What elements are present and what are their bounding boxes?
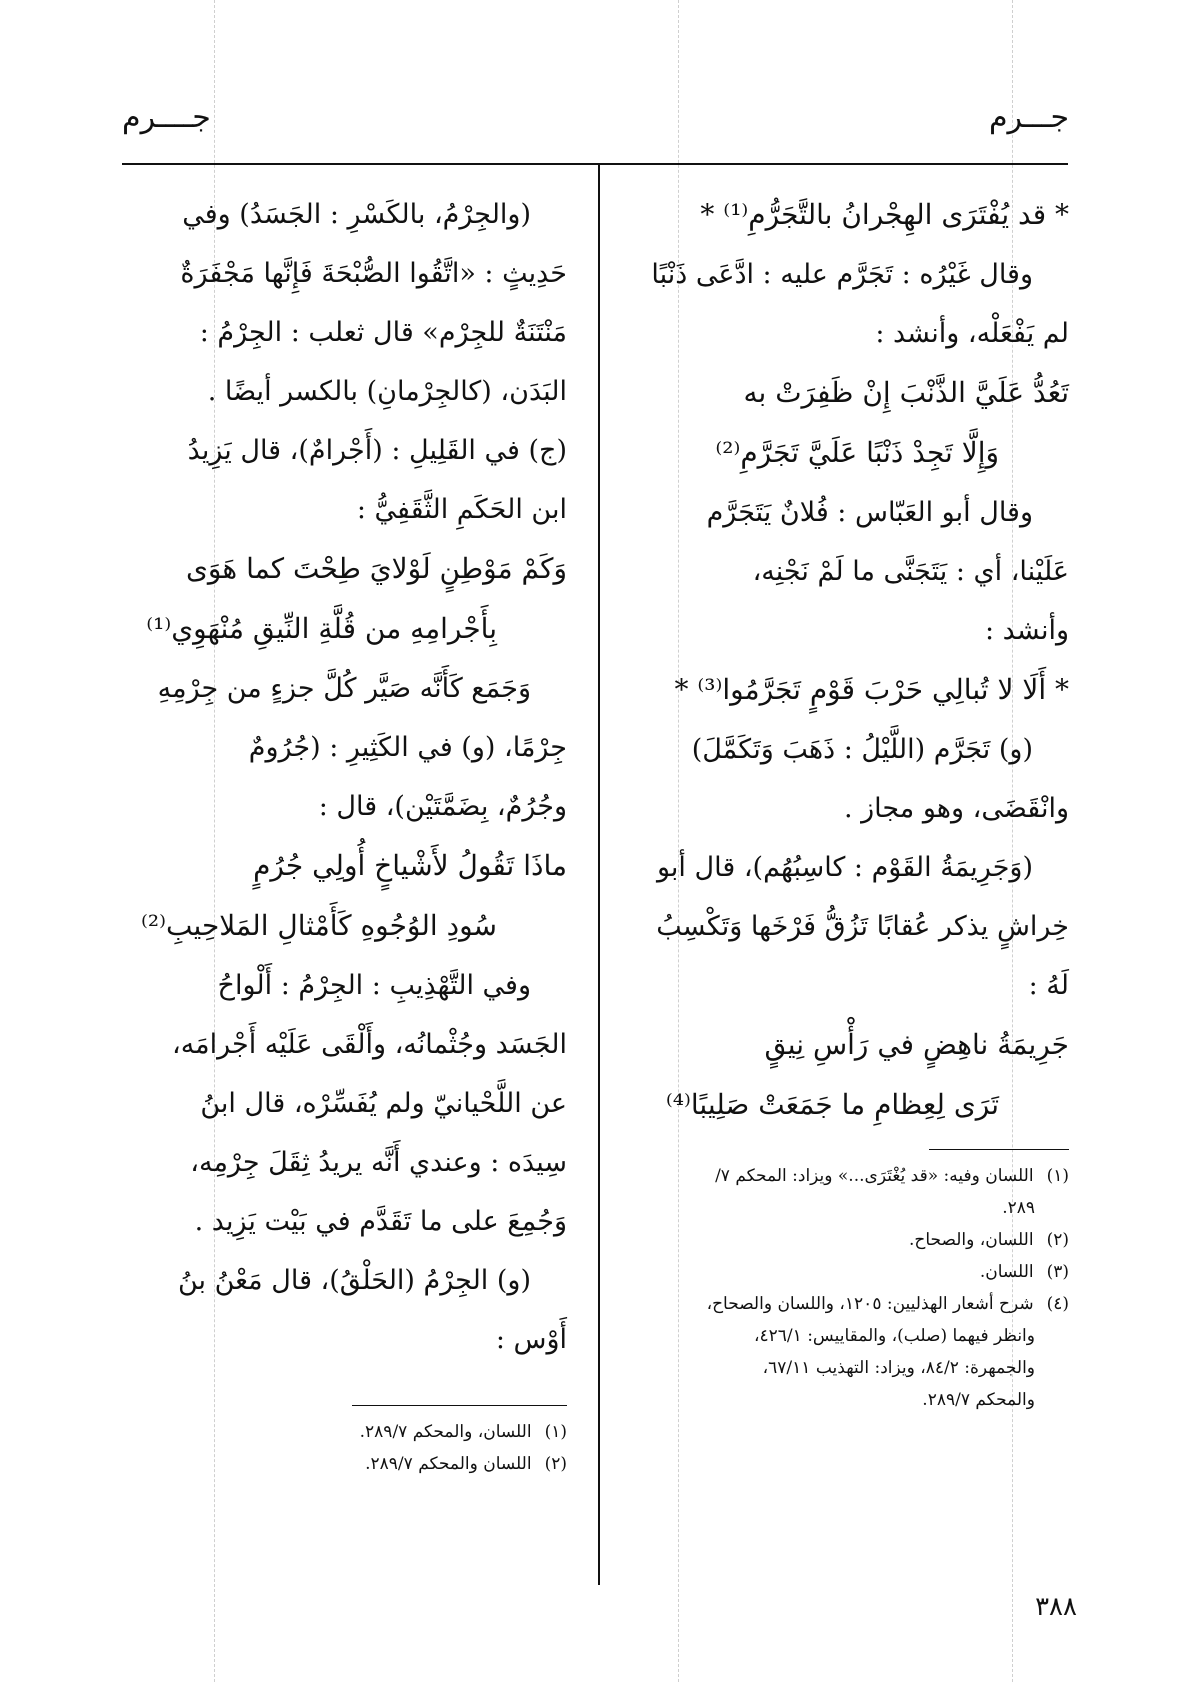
text-line: جِرْمًا، (و) في الكَثِيرِ : (جُرُومٌ [248, 732, 567, 763]
footnote: (١) اللسان وفيه: «قد يُغْتَرَى...» ويزاد: المحكم ٧/ [715, 1166, 1069, 1186]
running-head-right: جـــرم [988, 100, 1069, 135]
right-footnotes [629, 1160, 1069, 1416]
text-line: وفي التَّهْذِيبِ : الجِرْمُ : أَلْواحُ [217, 970, 531, 1001]
verse-line: وَكَمْ مَوْطِنٍ لَوْلايَ طِحْتَ كما هَوَى [186, 552, 567, 585]
column-divider [598, 165, 600, 1585]
text-line: مَنْتَنَةٌ للجِرْم» قال ثعلب : الجِرْمُ : [199, 317, 567, 348]
text-line: لم يَفْعَلْه، وأنشد : [875, 318, 1069, 349]
footnote-rule [352, 1405, 567, 1406]
text-line: خِراشٍ يذكر عُقابًا تَزُقُّ فَرْخَها وَتَكْسِبُ [656, 911, 1069, 942]
page-number: ٣٨٨ [1035, 1592, 1077, 1622]
text-line: عن اللَّحْيانيّ ولم يُفَسِّرْه، قال ابنُ [200, 1088, 567, 1119]
text-line: وقال أبو العَبّاس : فُلانٌ يَتَجَرَّم [706, 497, 1033, 528]
footnote-continuation: وانظر فيهما (صلب)، والمقاييس: ٤٢٦/١، [754, 1326, 1035, 1346]
verse-line: * قد يُفْتَرَى الهِجْرانُ بالتَّجَرُّمِ⁽¹⁾ * [700, 198, 1069, 231]
verse-line: ماذَا تَقُولُ لأَشْياخٍ أُولِي جُرُمٍ [253, 849, 567, 882]
verse-line: جَرِيمَةُ ناهِضٍ في رَأْسِ نِيقٍ [764, 1028, 1069, 1061]
text-line: لَهُ : [1028, 970, 1069, 1001]
text-line: سِيدَه : وعندي أَنَّه يريدُ ثِقَلَ جِرْمِه، [190, 1147, 567, 1178]
right-column [629, 185, 1069, 1416]
right-column-text [629, 185, 1069, 1135]
footnote-continuation: ٢٨٩. [1002, 1198, 1035, 1218]
text-line: (وَجَرِيمَةُ القَوْم : كاسِبُهُم)، قال أبو [656, 852, 1033, 883]
text-line: البَدَن، (كالجِرْمانِ) بالكسر أيضًا . [207, 376, 567, 407]
verse-line: سُودِ الوُجُوهِ كَأَمْثالِ المَلاحِيبِ⁽²⁾ [141, 909, 497, 942]
footnote: (٤) شرح أشعار الهذليين: ١٢٠٥، واللسان والصحاح، [706, 1294, 1069, 1314]
left-column [122, 185, 567, 1480]
footnote-continuation: والجمهرة: ٨٤/٢، ويزاد: التهذيب ٦٧/١١، [762, 1358, 1035, 1378]
text-line: حَدِيثٍ : «اتَّقُوا الصُّبْحَةَ فَإِنَّها مَجْفَرَةٌ [180, 258, 567, 289]
footnote: (٣) اللسان. [979, 1262, 1069, 1282]
footnote-continuation: والمحكم ٢٨٩/٧. [922, 1390, 1035, 1410]
text-line: ابن الحَكَمِ الثَّقَفِيُّ : [356, 494, 567, 525]
text-line: (و) تَجَرَّم (اللَّيْلُ : ذَهَبَ وَتَكَمَّلَ) [691, 734, 1033, 765]
left-column-text [122, 185, 567, 1369]
verse-line: تَعُدُّ عَلَيَّ الذَّنْبَ إِنْ ظَفِرَتْ به [743, 376, 1069, 409]
verse-line: بِأَجْرامِهِ من قُلَّةِ النِّيقِ مُنْهَوِي⁽¹⁾ [146, 612, 497, 645]
text-line: وجُرُمٌ، بِضَمَّتَيْن)، قال : [318, 791, 567, 822]
footnote: (١) اللسان، والمحكم ٢٨٩/٧. [359, 1422, 567, 1442]
verse-line: * أَلَا لا تُبالِي حَرْبَ قَوْمٍ تَجَرَّمُوا⁽³⁾ * [674, 673, 1069, 706]
left-footnotes [122, 1416, 567, 1480]
text-line: أَوْس : [495, 1324, 567, 1355]
text-line: الجَسَد وجُثْمانُه، وأَلْقَى عَلَيْه أَجْرامَه، [171, 1029, 567, 1060]
text-line: (ج) في القَلِيلِ : (أَجْرامٌ)، قال يَزِيدُ [187, 435, 567, 466]
text-line: (و) الجِرْمُ (الحَلْقُ)، قال مَعْنُ بنُ [177, 1265, 531, 1296]
verse-line: تَرَى لِعِظامِ ما جَمَعَتْ صَلِيبًا⁽⁴⁾ [665, 1088, 999, 1121]
text-line: وَجَمَع كَأَنَّه صَيَّر كُلَّ جزءٍ من جِرْمِهِ [157, 673, 531, 704]
running-head-left: جــــرم [122, 100, 211, 135]
footnote: (٢) اللسان والمحكم ٢٨٩/٧. [365, 1454, 567, 1474]
text-line: (والجِرْمُ، بالكَسْرِ : الجَسَدُ) وفي [182, 199, 531, 230]
verse-line: وَإِلَّا تَجِدْ ذَنْبًا عَلَيَّ تَجَرَّمِ⁽²⁾ [715, 436, 999, 469]
footnote-rule [929, 1149, 1069, 1150]
header-rule [122, 163, 1068, 165]
text-line: وَجُمِعَ على ما تَقَدَّم في بَيْت يَزِيد . [194, 1206, 567, 1237]
text-line: عَلَيْنا، أي : يَتَجَنَّى ما لَمْ نَجْنِه، [752, 556, 1069, 587]
text-line: وانْقَضَى، وهو مجاز . [843, 793, 1069, 824]
footnote: (٢) اللسان، والصحاح. [908, 1230, 1069, 1250]
text-line: وأنشد : [985, 615, 1069, 646]
text-line: وقال غَيْرُه : تَجَرَّم عليه : ادَّعَى ذَنْبًا [651, 259, 1033, 290]
